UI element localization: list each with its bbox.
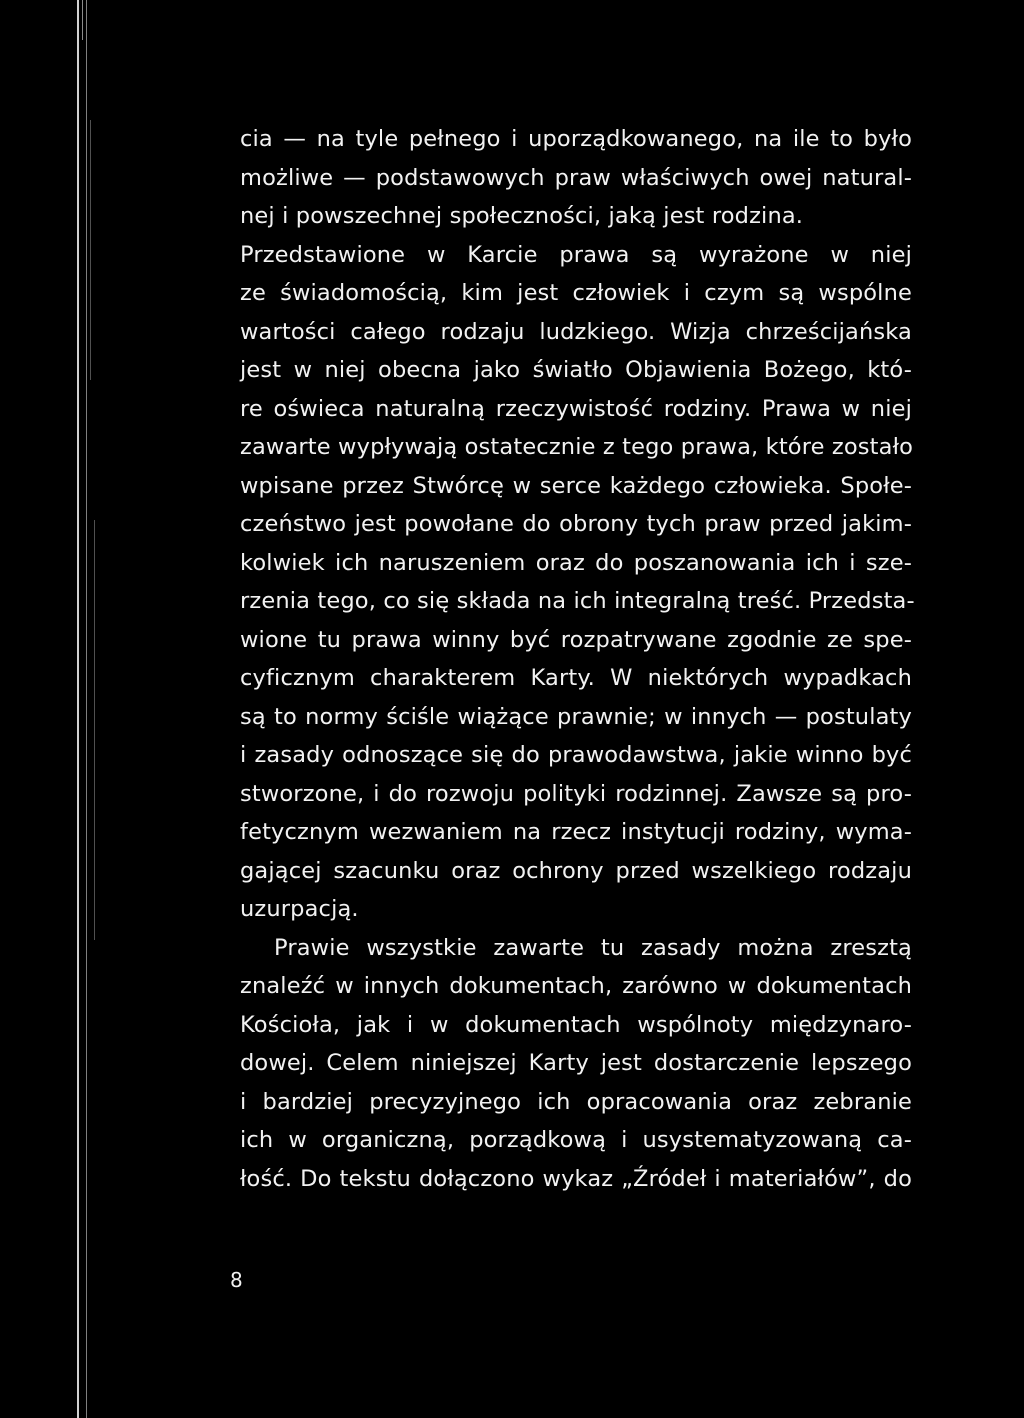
text-line: wpisane przez Stwórcę w serce każdego człowieka. Społe- [240,472,912,499]
text-line: re oświeca naturalną rzeczywistość rodziny. Prawa w niej [240,395,912,422]
page-number: 8 [230,1268,243,1292]
text-line: nej i powszechnej społeczności, jaką jest rodzina. [240,203,804,229]
text-line: łość. Do tekstu dołączono wykaz „Źródeł i materiałów”, do [240,1165,912,1192]
text-line: znaleźć w innych dokumentach, zarówno w dokumentach [240,973,912,999]
text-line: ze świadomością, kim jest człowiek i czym są wspólne [240,280,912,306]
binding-edge [82,0,83,40]
text-line: wione tu prawa winny być rozpatrywane zgodnie ze spe- [240,626,912,653]
text-line: Przedstawione w Karcie prawa są wyrażone w niej [240,241,912,268]
text-line: i bardziej precyzyjnego ich opracowania oraz zebranie [240,1088,912,1115]
text-line: dowej. Celem niniejszej Karty jest dostarczenie lepszego [240,1050,912,1076]
text-line: uzurpacją. [240,896,359,922]
text-line: kolwiek ich naruszeniem oraz do poszanowania ich i sze- [240,549,912,576]
text-line: cia — na tyle pełnego i uporządkowanego, na ile to było [240,126,912,152]
binding-edge [90,120,91,380]
paragraph-2 [240,929,912,1199]
text-line: wartości całego rodzaju ludzkiego. Wizja chrześcijańska [240,318,912,345]
text-line: zawarte wypływają ostatecznie z tego prawa, które zostało [240,434,914,460]
text-line: stworzone, i do rozwoju polityki rodzinnej. Zawsze są pro- [240,780,912,807]
paragraph-1 [240,120,915,929]
text-line: są to normy ściśle wiążące prawnie; w innych — postulaty [240,703,912,730]
text-line: możliwe — podstawowych praw właściwych owej natural- [240,164,912,191]
text-line: ich w organiczną, porządkową i usystematyzowaną ca- [240,1127,912,1153]
text-line: Kościoła, jak i w dokumentach wspólnoty międzynaro- [240,1011,912,1038]
body-text [240,120,915,1198]
text-line: Prawie wszystkie zawarte tu zasady można zresztą [274,934,912,961]
text-line: gającej szacunku oraz ochrony przed wszelkiego rodzaju [240,857,912,884]
text-line: cyficznym charakterem Karty. W niektórych wypadkach [240,665,912,691]
binding-edge [86,0,87,1418]
text-line: rzenia tego, co się składa na ich integralną treść. Przedsta- [240,588,915,614]
text-line: czeństwo jest powołane do obrony tych praw przed jakim- [240,511,912,537]
binding-edge [94,520,95,940]
text-line: jest w niej obecna jako światło Objawienia Bożego, któ- [240,357,912,383]
text-line: fetycznym wezwaniem na rzecz instytucji rodziny, wyma- [240,819,912,845]
binding-edge [77,0,79,1418]
text-line: i zasady odnoszące się do prawodawstwa, jakie winno być [240,742,912,768]
